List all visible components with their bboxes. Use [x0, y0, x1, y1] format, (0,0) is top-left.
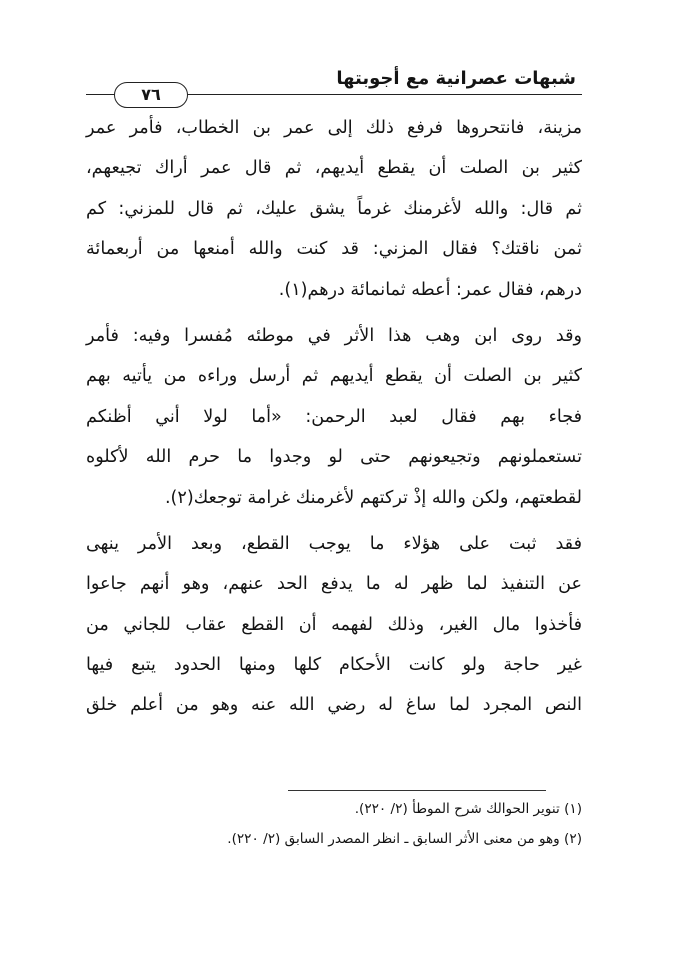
- footnote: (١) تنوير الحوالك شرح الموطأ (٢/ ٢٢٠).: [354, 801, 582, 817]
- text-line: وقد روى ابن وهب هذا الأثر في موطئه مُفسرا وفيه: فأمر: [86, 325, 582, 346]
- text-line: فقد ثبت على هؤلاء ما يوجب القطع، وبعد الأمر ينهى: [86, 533, 582, 554]
- text-line: غير حاجة ولو كانت الأحكام كلها ومنها الحدود يتبع فيها: [86, 655, 582, 676]
- text-line: كثير بن الصلت أن يقطع أيديهم، ثم قال عمر أراك تجيعهم،: [86, 158, 582, 179]
- text-line: مزينة، فانتحروها فرفع ذلك إلى عمر بن الخطاب، فأمر عمر: [86, 118, 582, 138]
- text-line: لقطعتهم، ولكن والله إذْ تركتهم لأغرمنك غرامة توجعك(٢).: [164, 487, 582, 508]
- text-line: ثمن ناقتك؟ فقال المزني: قد كنت والله أمنعها من أربعمائة: [86, 239, 582, 260]
- text-line: درهم، فقال عمر: أعطه ثمانمائة درهم(١).: [278, 279, 582, 300]
- running-header: [86, 64, 582, 104]
- page-number: ٧٦: [114, 82, 188, 108]
- footnote-rule: [288, 790, 546, 791]
- text-line: كثير بن الصلت أن يقطع أيديهم ثم أرسل وراءه من يأتيه بهم: [86, 366, 582, 387]
- header-title: شبهات عصرانية مع أجوبتها: [336, 68, 576, 89]
- text-line: فجاء بهم فقال لعبد الرحمن: «أما لولا أني أظنكم: [86, 406, 582, 427]
- body-text: [86, 108, 582, 726]
- text-line: تستعملونهم وتجيعونهم حتى لو وجدوا ما حرم الله لأكلوه: [86, 447, 582, 468]
- text-line: النص المجرد لما ساغ له رضي الله عنه وهو من أعلم خلق: [86, 695, 582, 716]
- text-line: ثم قال: والله لأغرمنك غرماً يشق عليك، ثم قال للمزني: كم: [86, 198, 582, 219]
- text-line: عن التنفيذ لما ظهر له ما يدفع الحد عنهم، وهو أنهم جاعوا: [86, 574, 582, 595]
- footnote: (٢) وهو من معنى الأثر السابق ـ انظر المصدر السابق (٢/ ٢٢٠).: [227, 831, 582, 847]
- footnotes: [86, 794, 582, 854]
- text-line: فأخذوا مال الغير، وذلك لفهمه أن القطع عقاب للجاني من: [86, 614, 582, 635]
